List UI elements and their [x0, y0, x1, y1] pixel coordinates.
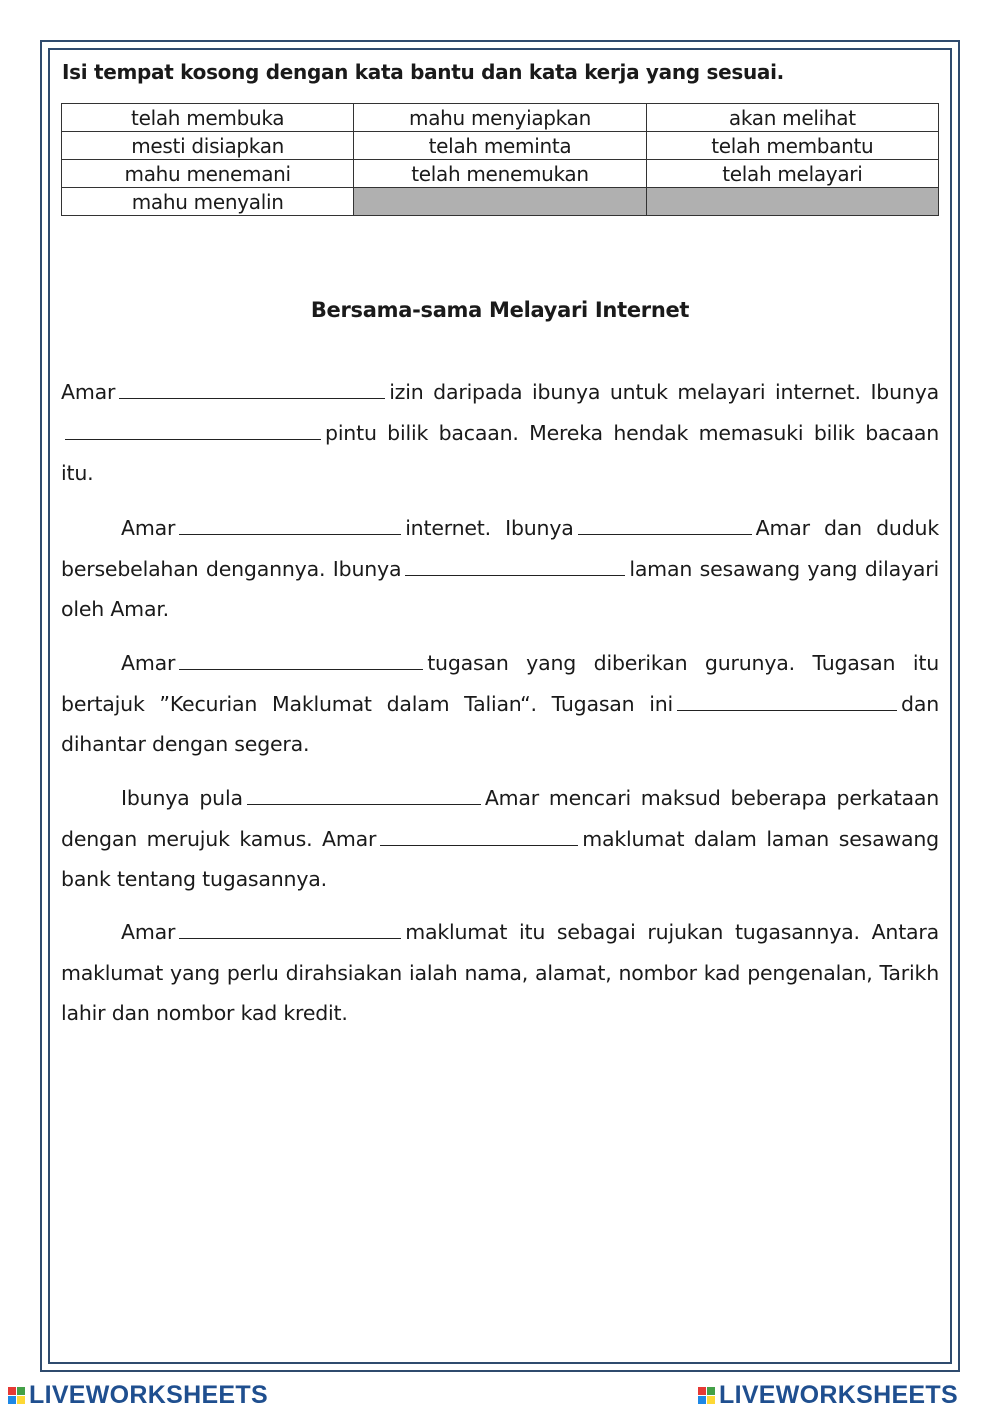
answer-blank-9[interactable]	[380, 823, 578, 846]
word-bank-cell[interactable]: telah menemukan	[354, 160, 646, 188]
word-bank-cell[interactable]: mesti disiapkan	[62, 132, 354, 160]
answer-blank-10[interactable]	[179, 916, 401, 939]
table-row	[62, 160, 939, 188]
table-row	[62, 104, 939, 132]
answer-blank-6[interactable]	[179, 647, 423, 670]
paragraph-text: Amar dan duduk bersebelahan dengannya. Ibunya	[61, 516, 939, 581]
table-row	[62, 188, 939, 216]
liveworksheets-logo-icon	[698, 1387, 715, 1404]
paragraph-2	[61, 508, 939, 630]
paragraph-text: Amar mencari maksud beberapa perkataan dengan merujuk kamus. Amar	[61, 786, 939, 851]
word-bank-cell[interactable]: telah membuka	[62, 104, 354, 132]
word-bank-cell[interactable]: telah meminta	[354, 132, 646, 160]
word-bank-cell[interactable]: mahu menemani	[62, 160, 354, 188]
word-bank-cell[interactable]: mahu menyalin	[62, 188, 354, 216]
paragraph-text: Amar	[121, 651, 176, 675]
word-bank-cell[interactable]: akan melihat	[646, 104, 938, 132]
paragraph-text: dan dihantar dengan segera.	[61, 691, 939, 756]
paragraph-text: pintu bilik bacaan. Mereka hendak memasuki bilik bacaan itu.	[61, 420, 939, 485]
instruction-text: Isi tempat kosong dengan kata bantu dan kata kerja yang sesuai.	[62, 60, 784, 84]
paragraph-text: tugasan yang diberikan gurunya. Tugasan itu bertajuk ”Kecurian Maklumat dalam Talian“. Tugasan ini	[61, 651, 939, 716]
paragraph-text: Amar	[61, 380, 116, 404]
paragraph-text: internet. Ibunya	[405, 516, 574, 540]
word-bank-empty-cell	[354, 188, 646, 216]
word-bank-table	[61, 103, 939, 216]
logo-text: LIVEWORKSHEETS	[719, 1380, 958, 1409]
answer-blank-3[interactable]	[179, 512, 401, 535]
paragraph-4	[61, 778, 939, 900]
paragraph-text: Amar	[121, 920, 176, 944]
liveworksheets-logo-icon	[8, 1387, 25, 1404]
answer-blank-8[interactable]	[247, 782, 481, 805]
logo-text: LIVEWORKSHEETS	[29, 1380, 268, 1409]
answer-blank-7[interactable]	[677, 688, 897, 711]
paragraph-1	[61, 372, 939, 494]
word-bank-cell[interactable]: telah membantu	[646, 132, 938, 160]
paragraph-3	[61, 643, 939, 765]
liveworksheets-logo-left[interactable]	[8, 1382, 268, 1408]
paragraph-5	[61, 912, 939, 1034]
table-row	[62, 132, 939, 160]
paragraph-text: maklumat itu sebagai rujukan tugasannya. Antara maklumat yang perlu dirahsiakan ialah nama, alamat, nombor kad pengenalan, Tarikh lahir dan nombor kad kredit.	[61, 920, 939, 1025]
word-bank-cell[interactable]: telah melayari	[646, 160, 938, 188]
word-bank-cell[interactable]: mahu menyiapkan	[354, 104, 646, 132]
story-title: Bersama-sama Melayari Internet	[310, 298, 690, 322]
answer-blank-2[interactable]	[65, 417, 321, 440]
answer-blank-4[interactable]	[578, 512, 752, 535]
paragraph-text: laman sesawang yang dilayari oleh Amar.	[61, 556, 939, 621]
paragraph-text: Amar	[121, 516, 176, 540]
answer-blank-5[interactable]	[405, 553, 625, 576]
answer-blank-1[interactable]	[119, 376, 385, 399]
word-bank-empty-cell	[646, 188, 938, 216]
paragraph-text: izin daripada ibunya untuk melayari internet. Ibunya	[389, 380, 939, 404]
paragraph-text: Ibunya pula	[121, 786, 243, 810]
paragraph-text: maklumat dalam laman sesawang bank tentang tugasannya.	[61, 826, 939, 891]
liveworksheets-logo-right[interactable]	[698, 1382, 958, 1408]
